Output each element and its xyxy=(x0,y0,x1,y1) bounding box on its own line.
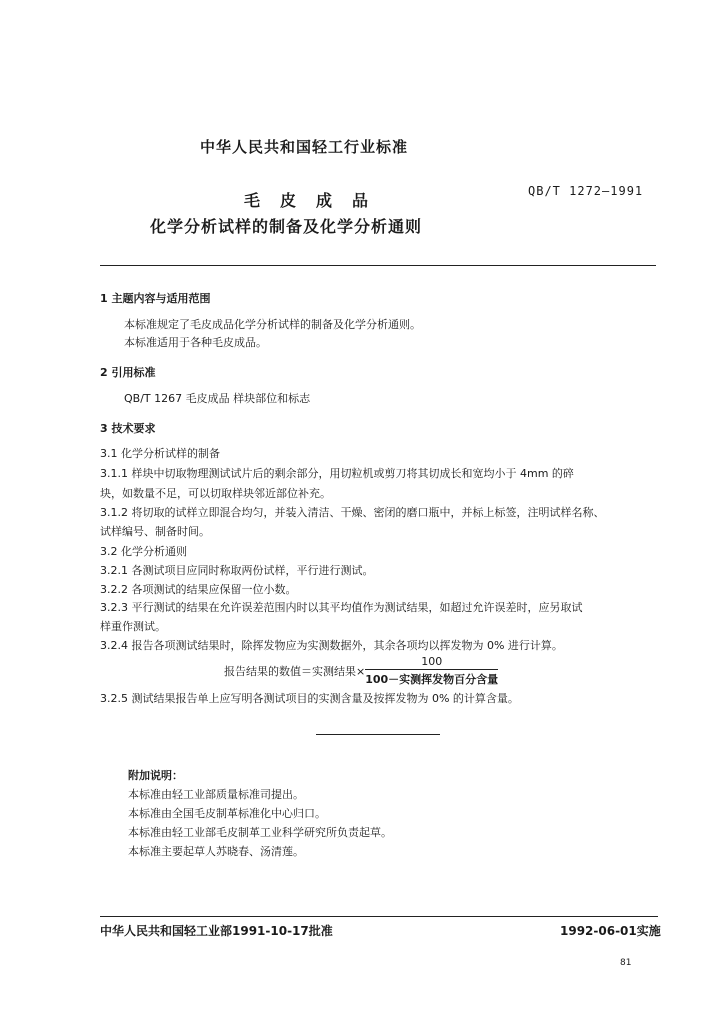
section-1-para-1: 本标准规定了毛皮成品化学分析试样的制备及化学分析通则。 xyxy=(124,318,421,331)
clause-3-1-1-line-1: 3.1.1 样块中切取物理测试试片后的剩余部分，用切粒机或剪刀将其切成长和宽均小于 4mm 的碎 xyxy=(100,467,574,480)
document-title-line2: 化学分析试样的制备及化学分析通则 xyxy=(150,217,423,236)
footer-rule xyxy=(100,916,658,917)
approval-date: 中华人民共和国轻工业部1991-10-17批准 xyxy=(100,924,333,938)
formula xyxy=(224,655,498,687)
clause-3-2-1: 3.2.1 各测试项目应同时称取两份试样，平行进行测试。 xyxy=(100,564,374,577)
clause-3-1-2-line-1: 3.1.2 将切取的试样立即混合均匀，并装入清洁、干燥、密闭的磨口瓶中，并标上标签，注明试样名称、 xyxy=(100,506,605,519)
document-title-line1: 毛皮成品 xyxy=(244,191,389,210)
notes-line-3: 本标准由轻工业部毛皮制革工业科学研究所负责起草。 xyxy=(128,826,392,839)
clause-3-2: 3.2 化学分析通则 xyxy=(100,545,187,558)
header-rule xyxy=(100,265,656,266)
formula-numerator: 100 xyxy=(365,655,498,670)
clause-3-1: 3.1 化学分析试样的制备 xyxy=(100,447,220,460)
standard-number: QB/T 1272—1991 xyxy=(528,184,644,198)
page-number: 81 xyxy=(620,958,632,968)
section-1-para-2: 本标准适用于各种毛皮成品。 xyxy=(124,336,267,349)
notes-line-4: 本标准主要起草人苏晓春、汤清莲。 xyxy=(128,845,304,858)
clause-3-2-3-line-1: 3.2.3 平行测试的结果在允许误差范围内时以其平均值作为测试结果，如超过允许误差时，应另取试 xyxy=(100,601,583,614)
formula-fraction xyxy=(365,655,498,687)
clause-3-2-5: 3.2.5 测试结果报告单上应写明各测试项目的实测含量及按挥发物为 0% 的计算含量。 xyxy=(100,692,519,705)
formula-lhs: 报告结果的数值＝实测结果× xyxy=(224,665,366,678)
clause-3-2-4: 3.2.4 报告各项测试结果时，除挥发物应为实测数据外，其余各项均以挥发物为 0% 进行计算。 xyxy=(100,639,563,652)
formula-denominator: 100－实测挥发物百分含量 xyxy=(365,673,499,686)
clause-3-1-2-line-2: 试样编号、制备时间。 xyxy=(100,525,210,538)
notes-heading: 附加说明： xyxy=(128,769,183,782)
notes-line-1: 本标准由轻工业部质量标准司提出。 xyxy=(128,788,304,801)
clause-3-1-1-line-2: 块，如数量不足，可以切取样块邻近部位补充。 xyxy=(100,487,331,500)
clause-3-2-2: 3.2.2 各项测试的结果应保留一位小数。 xyxy=(100,583,297,596)
section-3-heading: 3 技术要求 xyxy=(100,422,156,435)
end-of-text-rule xyxy=(316,734,440,735)
notes-line-2: 本标准由全国毛皮制革标准化中心归口。 xyxy=(128,807,326,820)
clause-3-2-3-line-2: 样重作测试。 xyxy=(100,620,166,633)
effective-date: 1992-06-01实施 xyxy=(560,924,661,938)
section-2-para-1: QB/T 1267 毛皮成品 样块部位和标志 xyxy=(124,392,311,405)
section-1-heading: 1 主题内容与适用范围 xyxy=(100,292,211,305)
issuing-authority: 中华人民共和国轻工行业标准 xyxy=(200,138,409,156)
section-2-heading: 2 引用标准 xyxy=(100,366,156,379)
